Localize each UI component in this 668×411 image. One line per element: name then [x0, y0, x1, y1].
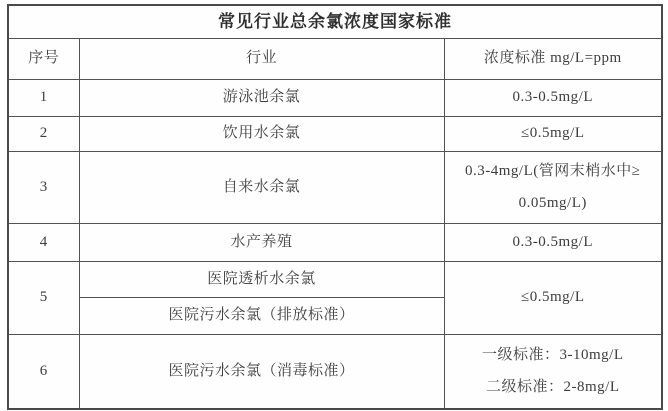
row-3-industry: 自来水余氯 [79, 151, 444, 223]
row-3-standard [444, 151, 662, 223]
row-3-standard-line2: 0.05mg/L) [518, 195, 587, 211]
row-4-serial: 4 [8, 223, 79, 261]
table-header-row [8, 38, 662, 79]
row-1-industry: 游泳池余氯 [79, 79, 444, 116]
row-2-industry: 饮用水余氯 [79, 116, 444, 151]
row-6-serial: 6 [8, 334, 79, 409]
table-title: 常见行业总余氯浓度国家标准 [8, 5, 662, 38]
table-row [8, 223, 662, 261]
table-title-row [8, 5, 662, 38]
row-1-standard: 0.3-0.5mg/L [444, 79, 662, 116]
row-2-serial: 2 [8, 116, 79, 151]
row-6-standard-line1: 一级标准：3-10mg/L [482, 347, 624, 364]
row-5-industry-bottom: 医院污水余氯（排放标准） [79, 297, 444, 334]
table-row [8, 79, 662, 116]
row-4-industry: 水产养殖 [79, 223, 444, 261]
chlorine-standards-table [7, 4, 663, 410]
row-5-serial: 5 [8, 261, 79, 334]
header-serial: 序号 [8, 38, 79, 79]
row-5-industry-top: 医院透析水余氯 [79, 261, 444, 297]
row-1-serial: 1 [8, 79, 79, 116]
row-5-standard: ≤0.5mg/L [444, 261, 662, 334]
row-6-standard-line2: 二级标准：2-8mg/L [486, 379, 620, 396]
row-2-standard: ≤0.5mg/L [444, 116, 662, 151]
table-row [8, 261, 662, 297]
table-row [8, 116, 662, 151]
header-standard: 浓度标准 mg/L=ppm [444, 38, 662, 79]
row-6-standard [444, 334, 662, 409]
table-row [8, 151, 662, 223]
table-row [8, 334, 662, 409]
row-6-industry: 医院污水余氯（消毒标准） [79, 334, 444, 409]
standards-table-container [7, 4, 663, 410]
row-3-standard-line1: 0.3-4mg/L(管网末梢水中≥ [465, 163, 641, 179]
row-4-standard: 0.3-0.5mg/L [444, 223, 662, 261]
header-industry: 行业 [79, 38, 444, 79]
row-3-serial: 3 [8, 151, 79, 223]
